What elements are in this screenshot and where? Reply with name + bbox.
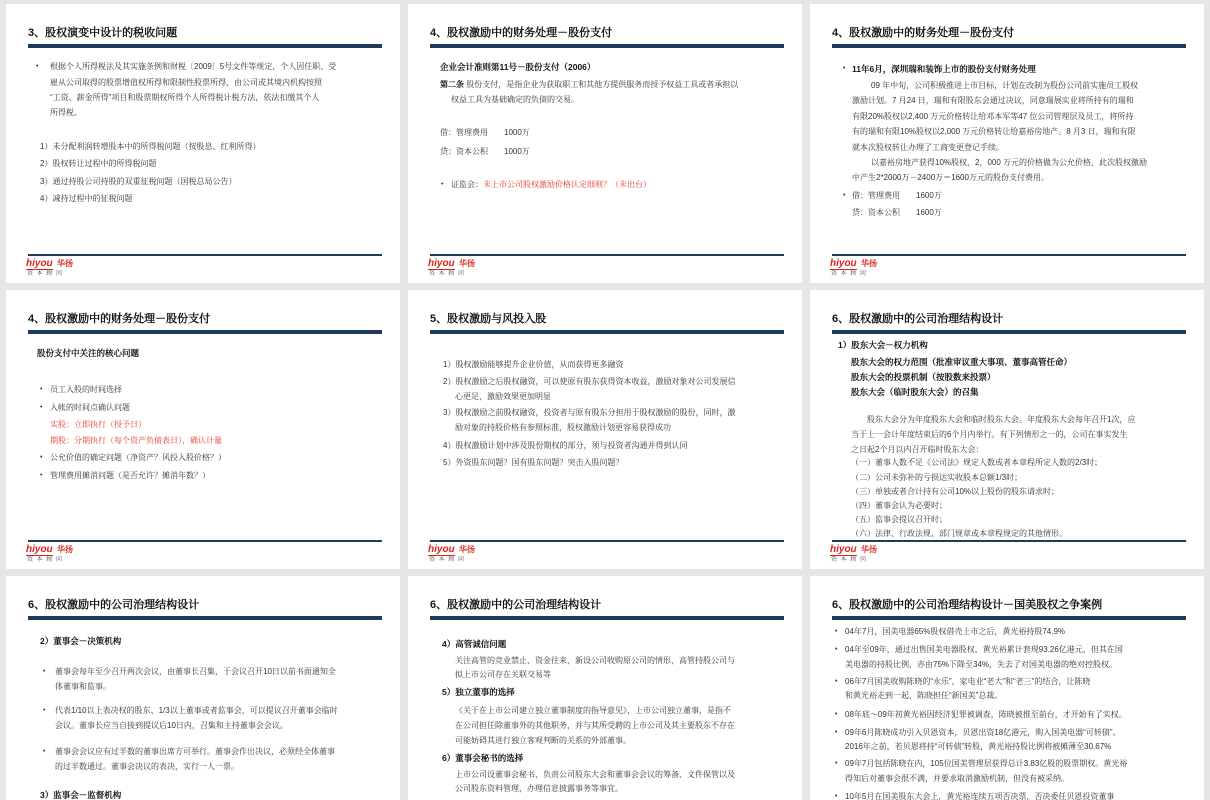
paragraph-line: 股东大会分为年度股东大会和临时股东大会。年度股东大会每年召开1次，应	[867, 415, 1136, 424]
slide-title: 3、股权演变中设计的税收问题	[28, 27, 178, 39]
paragraph-line: 董事会每年至少召开两次会议，由董事长召集，于会议召开10日以前书面通知全	[55, 667, 336, 676]
footer-rule	[28, 254, 382, 256]
list-item: 入帐的时间点确认问题	[50, 403, 130, 412]
paragraph-line: 04年7月，国美电器65%股权借壳上市之后，黄光裕持股74.9%	[845, 627, 1066, 636]
logo-brand: hiyou	[830, 544, 857, 555]
logo-tagline: 资 本 顾 问	[831, 557, 868, 563]
paragraph-line: 体董事和监事。	[55, 682, 111, 691]
paragraph-line: 会议。董事长应当自接到提议后10日内，召集和主持董事会会议。	[55, 721, 288, 730]
slide-title: 4、股权激励中的财务处理－股份支付	[28, 313, 211, 325]
title-rule	[430, 330, 784, 334]
list-item: 1）未分配利润转增股本中的所得税问题（按股息、红利所得）	[40, 142, 261, 151]
bold-item: 股东大会的权力范围（批准审议重大事项、董事高管任命）	[851, 357, 1073, 367]
paragraph-line: 06年7月国美收购陈晓的“永乐”，家电业“老大”和“老三”的结合，让陈晓	[845, 677, 1091, 686]
list-item-continued: 励对象的持股价格有参照标准，股权激励计划更容易获得成功	[455, 423, 671, 432]
paragraph-line: 以嘉裕房地产获得10%股权，2，000 万元的价格做为公允价格，此次股权激励	[871, 158, 1148, 167]
logo-brand: hiyou	[26, 544, 53, 555]
slide-thumbnail-7[interactable]	[6, 576, 400, 800]
bullet-dot: •	[40, 386, 43, 393]
paragraph-line: 得知后对董事会很不满，并要求取消激励机制，但没有被采纳。	[845, 774, 1069, 783]
paragraph-line: 08年底～09年初黄光裕因经济犯罪被调查，陈晓被推至前台，才开始有了实权。	[845, 710, 1127, 719]
bold-item: 股东大会（临时股东大会）的召集	[851, 387, 979, 397]
list-item: 5）外资股东问题？国有股东问题？突击入股问题？	[443, 458, 624, 467]
section-heading: 2）董事会－决策机构	[40, 636, 122, 646]
paragraph-line: 美电器的持股比例，亦由75%下降至34%，失去了对国美电器的绝对控股权。	[845, 660, 1118, 669]
credit-entry: 贷：资本公积 1000万	[440, 147, 530, 156]
title-rule	[28, 330, 382, 334]
paragraph-line: 根据个人所得税法及其实施条例和财税〔2009〕5号文件等规定，个人因任职、受	[50, 62, 337, 71]
section-heading: 4）高管诚信问题	[442, 639, 507, 649]
slide-thumbnail-4[interactable]	[6, 290, 400, 569]
hiyou-logo	[830, 258, 890, 280]
paragraph-line: 公司股东资料管理，办理信息披露事务等事宜。	[455, 784, 623, 793]
paragraph-line: 09年7月包括陈晓在内，105位国美管理层获得总计3.83亿股的股票期权。黄光裕	[845, 759, 1128, 768]
note-line	[451, 180, 651, 190]
logo-tagline: 资 本 顾 问	[831, 271, 868, 277]
paragraph-line: 04年至09年，通过出售国美电器股权，黄光裕累计套现93.26亿港元，但其在国	[845, 645, 1123, 654]
slide-thumbnail-6[interactable]	[810, 290, 1204, 569]
article-text: 股份支付，是指企业为获取职工和其他方提供服务而授予权益工具或者承担以	[466, 80, 739, 89]
slide-thumbnail-3[interactable]	[810, 4, 1204, 283]
logo-tagline: 资 本 顾 问	[27, 557, 64, 563]
list-item: 管理费用摊消问题（是否允许？摊消年数？）	[50, 471, 210, 480]
title-rule	[832, 44, 1186, 48]
paragraph-line	[440, 80, 738, 90]
paragraph-line: 和黄光裕走到一起，陈晓担任“新国美”总裁。	[845, 691, 1003, 700]
paragraph-line: 有限20%股权以2,400 万元价格转让给邓本军等47 位公司管理层及员工，将所持	[852, 112, 1134, 121]
paragraph-line: 09年6月陈晓成功引入贝恩资本，贝恩出资18亿港元，购入国美电器“可转债”。	[845, 728, 1121, 737]
slide-title: 5、股权激励与风投入股	[430, 313, 547, 325]
list-item: 员工入股的时间选择	[50, 385, 122, 394]
list-item-highlight: 实股：立即执行（授予日）	[50, 420, 146, 429]
list-item: （三）单独或者合计持有公司10%以上股份的股东请求时；	[851, 487, 1060, 496]
slide-title: 6、股权激励中的公司治理结构设计	[28, 599, 200, 611]
paragraph-line: 之日起2个月以内召开临时股东大会：	[851, 445, 984, 454]
paragraph-line: 就本次股权转让办理了工商变更登记手续。	[852, 143, 1004, 152]
hiyou-logo	[428, 258, 488, 280]
logo-brand-cn: 华扬	[861, 545, 877, 554]
paragraph-line: 雇从公司取得的股票增值权所得和限制性股票所得，由公司或其境内机构按照	[50, 78, 322, 87]
list-item: 1）股权激励能够提升企业价值，从而获得更多融资	[443, 360, 624, 369]
slide-title: 6、股权激励中的公司治理结构设计	[832, 313, 1004, 325]
logo-brand: hiyou	[428, 258, 455, 269]
paragraph-line: 可能妨碍其进行独立客观判断的关系的外部董事。	[455, 736, 631, 745]
bullet-dot: •	[43, 748, 46, 755]
list-item: 4）股权激励计划中涉及股份期权的部分，须与投资者沟通并得到认同	[443, 441, 688, 450]
logo-tagline: 资 本 顾 问	[429, 271, 466, 277]
note-text: 未上市公司股权激励价格认定细则？（未出台）	[483, 180, 651, 189]
slide-thumbnail-8[interactable]	[408, 576, 802, 800]
list-item-highlight: 期股：分期执行（每个资产负债表日），确认计量	[50, 436, 222, 445]
paragraph-line: 董事会会议应有过半数的董事出席方可举行。董事会作出决议，必须经全体董事	[55, 747, 335, 756]
paragraph-line: 拟上市公司存在关联交易等	[455, 670, 551, 679]
paragraph-line: 关注高管的竞业禁止、资金往来，新设公司收购原公司的情形，高管持股公司与	[455, 656, 735, 665]
list-item: 4）减持过程中的征税问题	[40, 194, 133, 203]
title-rule	[430, 616, 784, 620]
logo-brand-cn: 华扬	[459, 545, 475, 554]
slide-thumbnail-1[interactable]	[6, 4, 400, 283]
section-heading: 1）股东大会－权力机构	[838, 340, 928, 350]
list-item: 公允价值的确定问题（净资产？风投入股价格？）	[50, 453, 226, 462]
bold-item: 股东大会的投票机制（按股数来投票）	[851, 372, 996, 382]
slide-title: 6、股权激励中的公司治理结构设计－国美股权之争案例	[832, 599, 1103, 611]
list-item: （四）董事会认为必要时；	[851, 501, 947, 510]
slide-thumbnail-2[interactable]	[408, 4, 802, 283]
list-item: （一）董事人数不足《公司法》规定人数或者本章程所定人数的2/3时；	[851, 458, 1103, 467]
title-rule	[832, 616, 1186, 620]
bullet-dot: •	[36, 63, 39, 70]
list-item: （六）法律、行政法规、部门规章或本章程规定的其他情形。	[851, 529, 1067, 538]
footer-rule	[430, 254, 784, 256]
debit-entry: 借：管理费用 1000万	[440, 128, 530, 137]
footer-rule	[430, 540, 784, 542]
title-rule	[430, 44, 784, 48]
footer-rule	[832, 540, 1186, 542]
paragraph-line: 代表1/10以上表决权的股东、1/3以上董事或者监事会，可以提议召开董事会临时	[55, 706, 338, 715]
list-item: （五）监事会提议召开时；	[851, 515, 947, 524]
logo-brand: hiyou	[428, 544, 455, 555]
logo-brand-cn: 华扬	[57, 545, 73, 554]
paragraph-line: 10年5月在国美股东大会上，黄光裕连续五项否决票，否决委任贝恩投资董事	[845, 792, 1115, 800]
debit-entry: 借：管理费用 1600万	[852, 191, 942, 200]
section-heading: 6）董事会秘书的选择	[442, 753, 524, 763]
bullet-dot: •	[441, 181, 444, 188]
hiyou-logo	[26, 258, 86, 280]
paragraph-line: 2016年之前，若贝恩将持“可转债”转股，黄光裕持股比例将被摊薄至30.67%	[845, 742, 1112, 751]
slide-heading: 股份支付中关注的核心问题	[37, 348, 140, 358]
title-rule	[28, 44, 382, 48]
bullet-dot: •	[40, 472, 43, 479]
credit-entry: 贷：资本公积 1600万	[852, 208, 942, 217]
title-rule	[28, 616, 382, 620]
section-heading: 3）监事会－监督机构	[40, 790, 122, 800]
paragraph-line: 权益工具为基础确定的负债的交易。	[451, 95, 579, 104]
paragraph-line: 中产生2*2000万－2400万＝1600万元的股份支付费用。	[852, 173, 1049, 182]
paragraph-line: 《关于在上市公司建立独立董事制度的指导意见》，上市公司独立董事，是指不	[455, 706, 731, 715]
footer-rule	[832, 254, 1186, 256]
paragraph-line: “工资、薪金所得”项目和股票期权所得个人所得税计税方法，依法扣缴其个人	[50, 93, 320, 102]
bullet-dot: •	[843, 65, 846, 72]
list-item: 3）通过持股公司持股的双重征税问题（国税总局公告）	[40, 177, 237, 186]
logo-brand-cn: 华扬	[861, 259, 877, 268]
hiyou-logo	[26, 544, 86, 566]
bullet-dot: •	[43, 707, 46, 714]
slide-title: 4、股权激励中的财务处理－股份支付	[832, 27, 1015, 39]
note-label: 证监会：	[451, 180, 483, 189]
footer-rule	[28, 540, 382, 542]
logo-tagline: 资 本 顾 问	[429, 557, 466, 563]
article-label: 第二条	[440, 80, 464, 89]
section-heading: 5）独立董事的选择	[442, 687, 515, 697]
list-item: 2）股权转让过程中的所得税问题	[40, 159, 157, 168]
paragraph-line: 激励计划。7 月24 日，瑞和有限股东会通过决议，同意瑞展实业将所持有的瑞和	[852, 96, 1134, 105]
paragraph-line: 所得税。	[50, 108, 82, 117]
logo-brand-cn: 华扬	[57, 259, 73, 268]
bullet-dot: •	[40, 454, 43, 461]
slide-title: 4、股权激励中的财务处理－股份支付	[430, 27, 613, 39]
bullet-dot: •	[835, 628, 838, 635]
bullet-dot: •	[40, 404, 43, 411]
list-item: 3）股权激励之前股权融资，投资者与原有股东分担用于股权激励的股份，同时，激	[443, 408, 736, 417]
slide-thumbnail-5[interactable]	[408, 290, 802, 569]
slide-heading: 企业会计准则第11号－股份支付（2006）	[440, 62, 596, 72]
bullet-dot: •	[835, 711, 838, 718]
bullet-dot: •	[43, 668, 46, 675]
paragraph-line: 上市公司设董事会秘书，负责公司股东大会和董事会会议的筹备、文件保管以及	[455, 770, 735, 779]
logo-tagline: 资 本 顾 问	[27, 271, 64, 277]
title-rule	[832, 330, 1186, 334]
bullet-dot: •	[835, 646, 838, 653]
logo-brand: hiyou	[26, 258, 53, 269]
hiyou-logo	[830, 544, 890, 566]
list-item-continued: 心更足，激励效果更加明显	[455, 392, 551, 401]
bullet-dot: •	[843, 192, 846, 199]
slide-thumbnail-9[interactable]	[810, 576, 1204, 800]
bullet-dot: •	[835, 793, 838, 800]
bullet-dot: •	[835, 760, 838, 767]
bold-bullet: 11年6月，深圳瑞和装饰上市的股份支付财务处理	[852, 64, 1036, 74]
paragraph-line: 09 年中旬，公司积极推进上市目标，计划在改制为股份公司前实施员工股权	[871, 81, 1139, 90]
bullet-dot: •	[835, 729, 838, 736]
paragraph-line: 在公司担任除董事外的其他职务，并与其所受聘的上市公司及其主要股东不存在	[455, 721, 735, 730]
paragraph-line: 当于上一会计年度结束后的6个月内举行。有下列情形之一的，公司在事实发生	[851, 430, 1128, 439]
hiyou-logo	[428, 544, 488, 566]
list-item: 2）股权激励之后股权融资，可以使原有股东获得资本收益，激励对象对公司发展信	[443, 377, 736, 386]
logo-brand-cn: 华扬	[459, 259, 475, 268]
paragraph-line: 的过半数通过。董事会决议的表决，实行一人一票。	[55, 762, 239, 771]
slide-title: 6、股权激励中的公司治理结构设计	[430, 599, 602, 611]
bullet-dot: •	[835, 678, 838, 685]
paragraph-line: 有的瑞和有限10%股权以2,000 万元价格转让给嘉裕房地产。8 月3 日，瑞和有限	[852, 127, 1136, 136]
list-item: （二）公司未弥补的亏损达实收股本总额1/3时；	[851, 473, 1023, 482]
logo-brand: hiyou	[830, 258, 857, 269]
